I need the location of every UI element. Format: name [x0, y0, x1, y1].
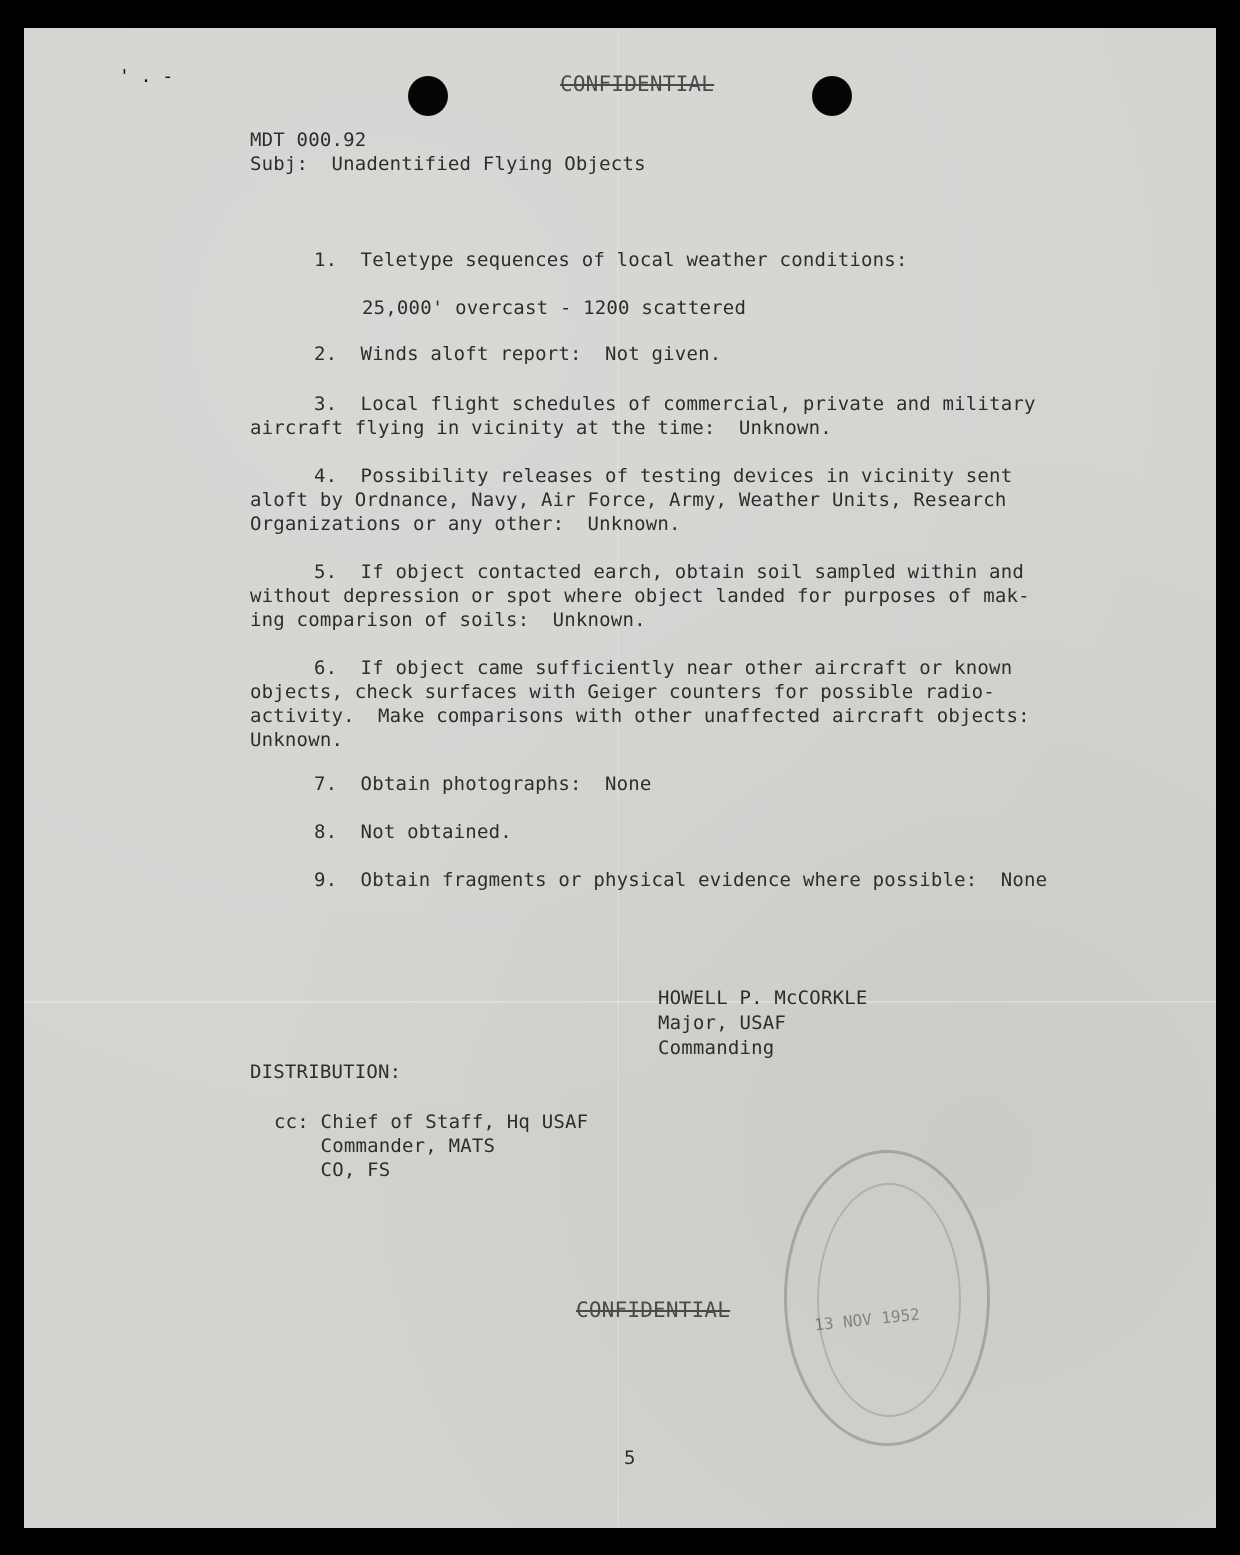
list-item-2: 2. Winds aloft report: Not given.: [314, 343, 722, 365]
list-item-8: 8. Not obtained.: [314, 821, 512, 843]
list-item-1-detail: 25,000' overcast - 1200 scattered: [362, 297, 747, 319]
received-stamp-inner-ring: [817, 1183, 961, 1417]
received-stamp: [784, 1150, 990, 1446]
received-stamp-date: 13 NOV 1952: [813, 1304, 921, 1335]
list-item-6-line-1: 6. If object came sufficiently near other aircraft or known: [314, 657, 1013, 679]
list-item-5-line-2: without depression or spot where object landed for purposes of mak-: [250, 585, 1030, 607]
signatory-rank: Major, USAF: [658, 1012, 787, 1034]
list-item-3-line-1: 3. Local flight schedules of commercial, private and military: [314, 393, 1036, 415]
list-item-4-line-1: 4. Possibility releases of testing devices in vicinity sent: [314, 465, 1013, 487]
reference-number: MDT 000.92: [250, 129, 367, 151]
list-item-6-line-2: objects, check surfaces with Geiger counters for possible radio-: [250, 681, 995, 703]
header-classification-stamp: CONFIDENTIAL: [560, 72, 715, 96]
list-item-5-line-3: ing comparison of soils: Unknown.: [250, 609, 646, 631]
list-item-3-line-2: aircraft flying in vicinity at the time: Unknown.: [250, 417, 832, 439]
signatory-name: HOWELL P. McCORKLE: [658, 987, 868, 1009]
list-item-1: 1. Teletype sequences of local weather conditions:: [314, 249, 908, 271]
list-item-6-line-3: activity. Make comparisons with other unaffected aircraft objects:: [250, 705, 1030, 727]
footer-classification-stamp: CONFIDENTIAL: [576, 1298, 731, 1322]
distribution-line-3: CO, FS: [274, 1159, 391, 1181]
subject-line: Subj: Unadentified Flying Objects: [250, 153, 646, 175]
list-item-7: 7. Obtain photographs: None: [314, 773, 652, 795]
signatory-title: Commanding: [658, 1037, 775, 1059]
list-item-4-line-3: Organizations or any other: Unknown.: [250, 513, 681, 535]
page-number: 5: [624, 1447, 636, 1469]
list-item-6-line-4: Unknown.: [250, 729, 344, 751]
list-item-9: 9. Obtain fragments or physical evidence where possible: None: [314, 869, 1048, 891]
punch-hole-left: [408, 76, 448, 116]
distribution-line-1: cc: Chief of Staff, Hq USAF: [274, 1111, 589, 1133]
distribution-line-2: Commander, MATS: [274, 1135, 496, 1157]
distribution-heading: DISTRIBUTION:: [250, 1061, 402, 1083]
corner-mark: ' . -: [119, 66, 174, 87]
list-item-4-line-2: aloft by Ordnance, Navy, Air Force, Army, Weather Units, Research: [250, 489, 1007, 511]
list-item-5-line-1: 5. If object contacted earch, obtain soil sampled within and: [314, 561, 1024, 583]
document-page: [24, 28, 1216, 1528]
paper-fold-horizontal: [24, 1001, 1216, 1003]
punch-hole-right: [812, 76, 852, 116]
